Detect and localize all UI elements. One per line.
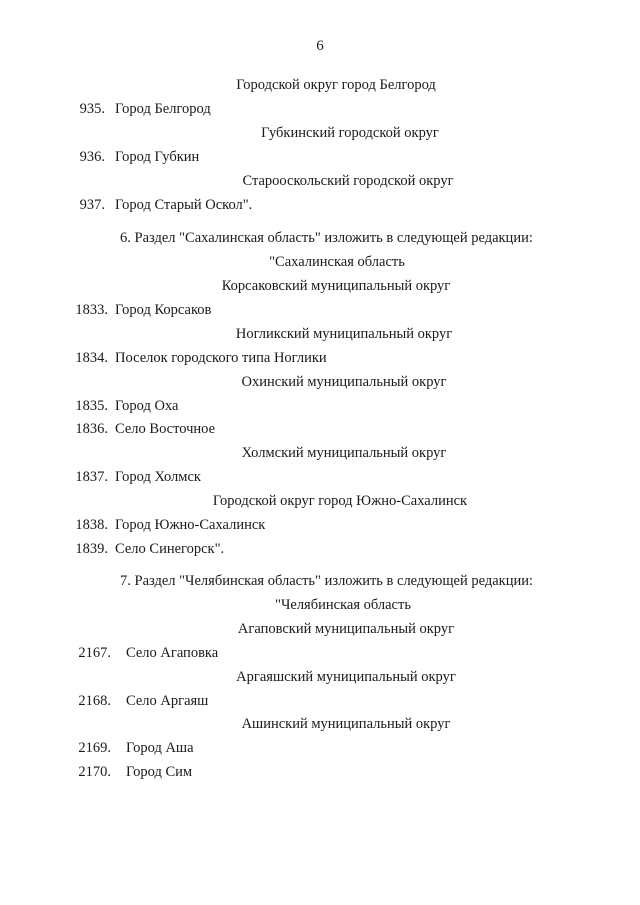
list-item-number: 2168. bbox=[78, 693, 111, 709]
district-heading-text: Охинский муниципальный округ bbox=[241, 374, 447, 390]
district-heading-stary-oskol bbox=[0, 172, 640, 190]
district-heading-text: Городской округ город Белгород bbox=[236, 77, 436, 93]
district-heading-nogliki bbox=[0, 325, 640, 343]
district-heading-text: Ногликский муниципальный округ bbox=[235, 326, 453, 342]
region-heading-chelyabinsk bbox=[0, 596, 640, 614]
district-heading-argayash bbox=[0, 668, 640, 686]
district-heading-okha bbox=[0, 373, 640, 391]
district-heading-yuzhno-sakhalinsk bbox=[0, 492, 640, 510]
list-item-text: Город Сим bbox=[126, 764, 193, 780]
district-heading-text: Ашинский муниципальный округ bbox=[241, 716, 451, 732]
list-item-number: 936. bbox=[79, 149, 105, 165]
district-heading-text: Аргаяшский муниципальный округ bbox=[236, 669, 456, 685]
amendment-paragraph-7: 7. Раздел "Челябинская область" изложить в следующей редакции: bbox=[120, 573, 534, 589]
list-item-number: 1838. bbox=[75, 517, 108, 533]
list-item-text: Город Оха bbox=[115, 398, 179, 414]
district-heading-text: Холмский муниципальный округ bbox=[241, 445, 447, 461]
district-heading-text: Городской округ город Южно-Сахалинск bbox=[212, 493, 468, 509]
list-item-number: 1835. bbox=[75, 398, 108, 414]
district-heading-korsakov bbox=[0, 277, 640, 295]
district-heading-text: Агаповский муниципальный округ bbox=[237, 621, 455, 637]
list-item-text: Город Аша bbox=[126, 740, 194, 756]
list-item-number: 1833. bbox=[75, 302, 108, 318]
list-item-number: 1837. bbox=[75, 469, 108, 485]
list-item-text: Город Белгород bbox=[115, 101, 211, 117]
district-heading-kholmsk bbox=[0, 444, 640, 462]
list-item-number: 935. bbox=[79, 101, 105, 117]
district-heading-belgorod bbox=[0, 76, 640, 94]
list-item-text: Город Корсаков bbox=[115, 302, 212, 318]
amendment-paragraph-6: 6. Раздел "Сахалинская область" изложить в следующей редакции: bbox=[120, 230, 533, 246]
list-item-number: 1834. bbox=[75, 350, 108, 366]
list-item-text: Село Аргаяш bbox=[126, 693, 209, 709]
district-heading-agapovka bbox=[0, 620, 640, 638]
region-heading-sakhalin bbox=[0, 253, 640, 271]
list-item-text: Село Агаповка bbox=[126, 645, 219, 661]
district-heading-gubkin bbox=[0, 124, 640, 142]
list-item-text: Город Холмск bbox=[115, 469, 201, 485]
district-heading-text: Старооскольский городской округ bbox=[242, 173, 454, 189]
list-item-number: 937. bbox=[79, 197, 105, 213]
district-heading-asha bbox=[0, 715, 640, 733]
region-heading-text: "Челябинская область bbox=[275, 597, 411, 613]
list-item-text: Город Южно-Сахалинск bbox=[115, 517, 266, 533]
list-item-text: Поселок городского типа Ноглики bbox=[115, 350, 327, 366]
list-item-number: 2170. bbox=[78, 764, 111, 780]
list-item-text: Город Старый Оскол". bbox=[115, 197, 253, 213]
list-item-text: Село Восточное bbox=[115, 421, 216, 437]
list-item-text: Город Губкин bbox=[115, 149, 200, 165]
district-heading-text: Корсаковский муниципальный округ bbox=[221, 278, 451, 294]
page-number: 6 bbox=[316, 38, 324, 54]
district-heading-text: Губкинский городской округ bbox=[261, 125, 439, 141]
region-heading-text: "Сахалинская область bbox=[269, 254, 405, 270]
list-item-number: 2167. bbox=[78, 645, 111, 661]
list-item-number: 1839. bbox=[75, 541, 108, 557]
list-item-number: 2169. bbox=[78, 740, 111, 756]
list-item-text: Село Синегорск". bbox=[115, 541, 225, 557]
list-item-number: 1836. bbox=[75, 421, 108, 437]
